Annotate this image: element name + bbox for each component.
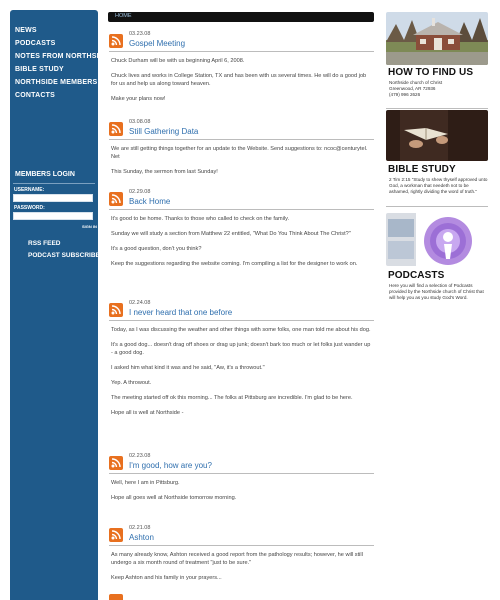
podcasts-title[interactable]: PODCASTS: [388, 270, 445, 281]
post-paragraph: It's good to be home. Thanks to those who called to check on the family.: [111, 216, 290, 222]
address-line: Greenwood, AR 72936: [389, 86, 436, 91]
nav-item-bible-study[interactable]: BIBLE STUDY: [15, 66, 64, 73]
feed-links: [28, 238, 100, 262]
post-paragraph: It's a good question, don't you think?: [111, 246, 202, 252]
post-paragraph: Yep. A throwout.: [111, 380, 152, 386]
post-title[interactable]: Gospel Meeting: [129, 39, 186, 48]
members-login-title: MEMBERS LOGIN: [15, 171, 75, 178]
post-paragraph: Make your plans now!: [111, 96, 166, 102]
post-paragraph: Hope all is well at Northside -: [111, 410, 184, 416]
post-date: 03.08.08: [129, 119, 151, 125]
nav-item-members[interactable]: NORTHSIDE MEMBERS: [15, 79, 98, 86]
podcasts-text: Here you will find a selection of Podcasts provided by the Northside church of Christ that will help you as you study God's Word.: [389, 283, 484, 300]
breadcrumb-bar: [108, 12, 374, 22]
login-divider: [13, 183, 95, 184]
post-paragraph: Today, as I was discussing the weather and other things with some folks, one man told me about his dog.: [111, 327, 371, 333]
post-title[interactable]: Still Gathering Data: [129, 127, 199, 136]
post-paragraph: Chuck lives and works in College Station, TX and has been with us several times. He will do a good job for us and help us along toward heaven.: [111, 73, 367, 87]
post-date: 02.21.08: [129, 525, 151, 531]
bible-photo: [386, 110, 488, 161]
post-date: 02.29.08: [129, 189, 151, 195]
post-divider: [109, 545, 374, 546]
post-title[interactable]: I never heard that one before: [129, 308, 233, 317]
podcast-subscribe-link[interactable]: PODCAST SUBSCRIBE: [28, 252, 100, 259]
post-paragraph: As many already know, Ashton received a good report from the pathology results; however, he will still undergo a six month round of treatment "just to be sure.": [111, 552, 363, 566]
post-paragraph: It's a good dog... doesn't drag off shoes or drag up junk; doesn't bark too much or let folks just wander up - a good dog.: [111, 342, 371, 356]
rss-icon[interactable]: [109, 528, 123, 542]
post-divider: [109, 320, 374, 321]
nav-item-notes[interactable]: NOTES FROM NORTHSIDE: [15, 53, 109, 60]
password-field[interactable]: [13, 212, 93, 220]
post-date: 03.23.08: [129, 31, 151, 37]
post-body: [111, 551, 372, 589]
phone-line: (479) 996 2626: [389, 92, 421, 97]
post-paragraph: Well, here I am in Pittsburg.: [111, 480, 180, 486]
username-label: USERNAME:: [14, 187, 45, 193]
post-paragraph: This Sunday, the sermon from last Sunday!: [111, 169, 218, 175]
rss-feed-link[interactable]: RSS FEED: [28, 240, 61, 247]
post-body: [111, 479, 372, 509]
rss-icon[interactable]: [109, 303, 123, 317]
church-photo: [386, 12, 488, 65]
main-nav: [10, 10, 109, 102]
bible-study-title[interactable]: BIBLE STUDY: [388, 164, 456, 175]
bible-study-text: 2 Tim 2:15 "Study to shew thyself approved unto God, a workman that needeth not to be ashamed, rightly dividing the word of truth.": [389, 177, 488, 194]
post-paragraph: Hope all goes well at Northside tomorrow morning.: [111, 495, 237, 501]
post-paragraph: Sunday we will study a section from Matthew 22 entitled, "What Do You Think About The Christ?": [111, 231, 351, 237]
rss-icon[interactable]: [109, 122, 123, 136]
address-line: Northside church of Christ: [389, 80, 443, 85]
post-body: [111, 215, 372, 275]
post-paragraph: Keep the suggestions regarding the website coming. I'm compiling a list for the designer to work on.: [111, 261, 358, 267]
rss-icon[interactable]: [109, 34, 123, 48]
post-body: [111, 57, 372, 110]
post-title[interactable]: I'm good, how are you?: [129, 461, 212, 470]
section-divider: [386, 108, 488, 109]
password-label: PASSWORD:: [14, 205, 45, 211]
sign-in-button[interactable]: SIGN IN: [82, 224, 97, 229]
nav-item-contacts[interactable]: CONTACTS: [15, 92, 55, 99]
find-us-title[interactable]: HOW TO FIND US: [388, 67, 474, 78]
post-title[interactable]: Back Home: [129, 197, 171, 206]
post-paragraph: The meeting started off ok this morning... The folks at Pittsburg are incredible. I'm glad to be here.: [111, 395, 353, 401]
post-paragraph: Chuck Durham will be with us beginning April 6, 2008.: [111, 58, 245, 64]
post-date: 02.24.08: [129, 300, 151, 306]
post-divider: [109, 51, 374, 52]
podcast-artwork: [386, 213, 488, 266]
post-divider: [109, 209, 374, 210]
rss-icon[interactable]: [109, 594, 123, 600]
nav-item-podcasts[interactable]: PODCASTS: [15, 40, 56, 47]
nav-item-news[interactable]: NEWS: [15, 27, 37, 34]
post-body: [111, 145, 372, 183]
post-title[interactable]: Ashton: [129, 533, 154, 542]
post-date: 02.23.08: [129, 453, 151, 459]
breadcrumb-home[interactable]: HOME: [115, 13, 132, 19]
username-field[interactable]: [13, 194, 93, 202]
post-paragraph: We are still getting things together for an update to the Website. Send suggestions to: ncoc@centurytel. Net: [111, 146, 368, 160]
rss-icon[interactable]: [109, 192, 123, 206]
left-sidebar: [10, 10, 109, 600]
section-divider: [386, 206, 488, 207]
post-divider: [109, 473, 374, 474]
post-paragraph: Keep Ashton and his family in your prayers...: [111, 575, 222, 581]
post-paragraph: I asked him what kind it was and he said, "Aw, it's a throwout.": [111, 365, 265, 371]
post-divider: [109, 139, 374, 140]
post-body: [111, 326, 372, 424]
find-us-details: [389, 80, 489, 98]
rss-icon[interactable]: [109, 456, 123, 470]
